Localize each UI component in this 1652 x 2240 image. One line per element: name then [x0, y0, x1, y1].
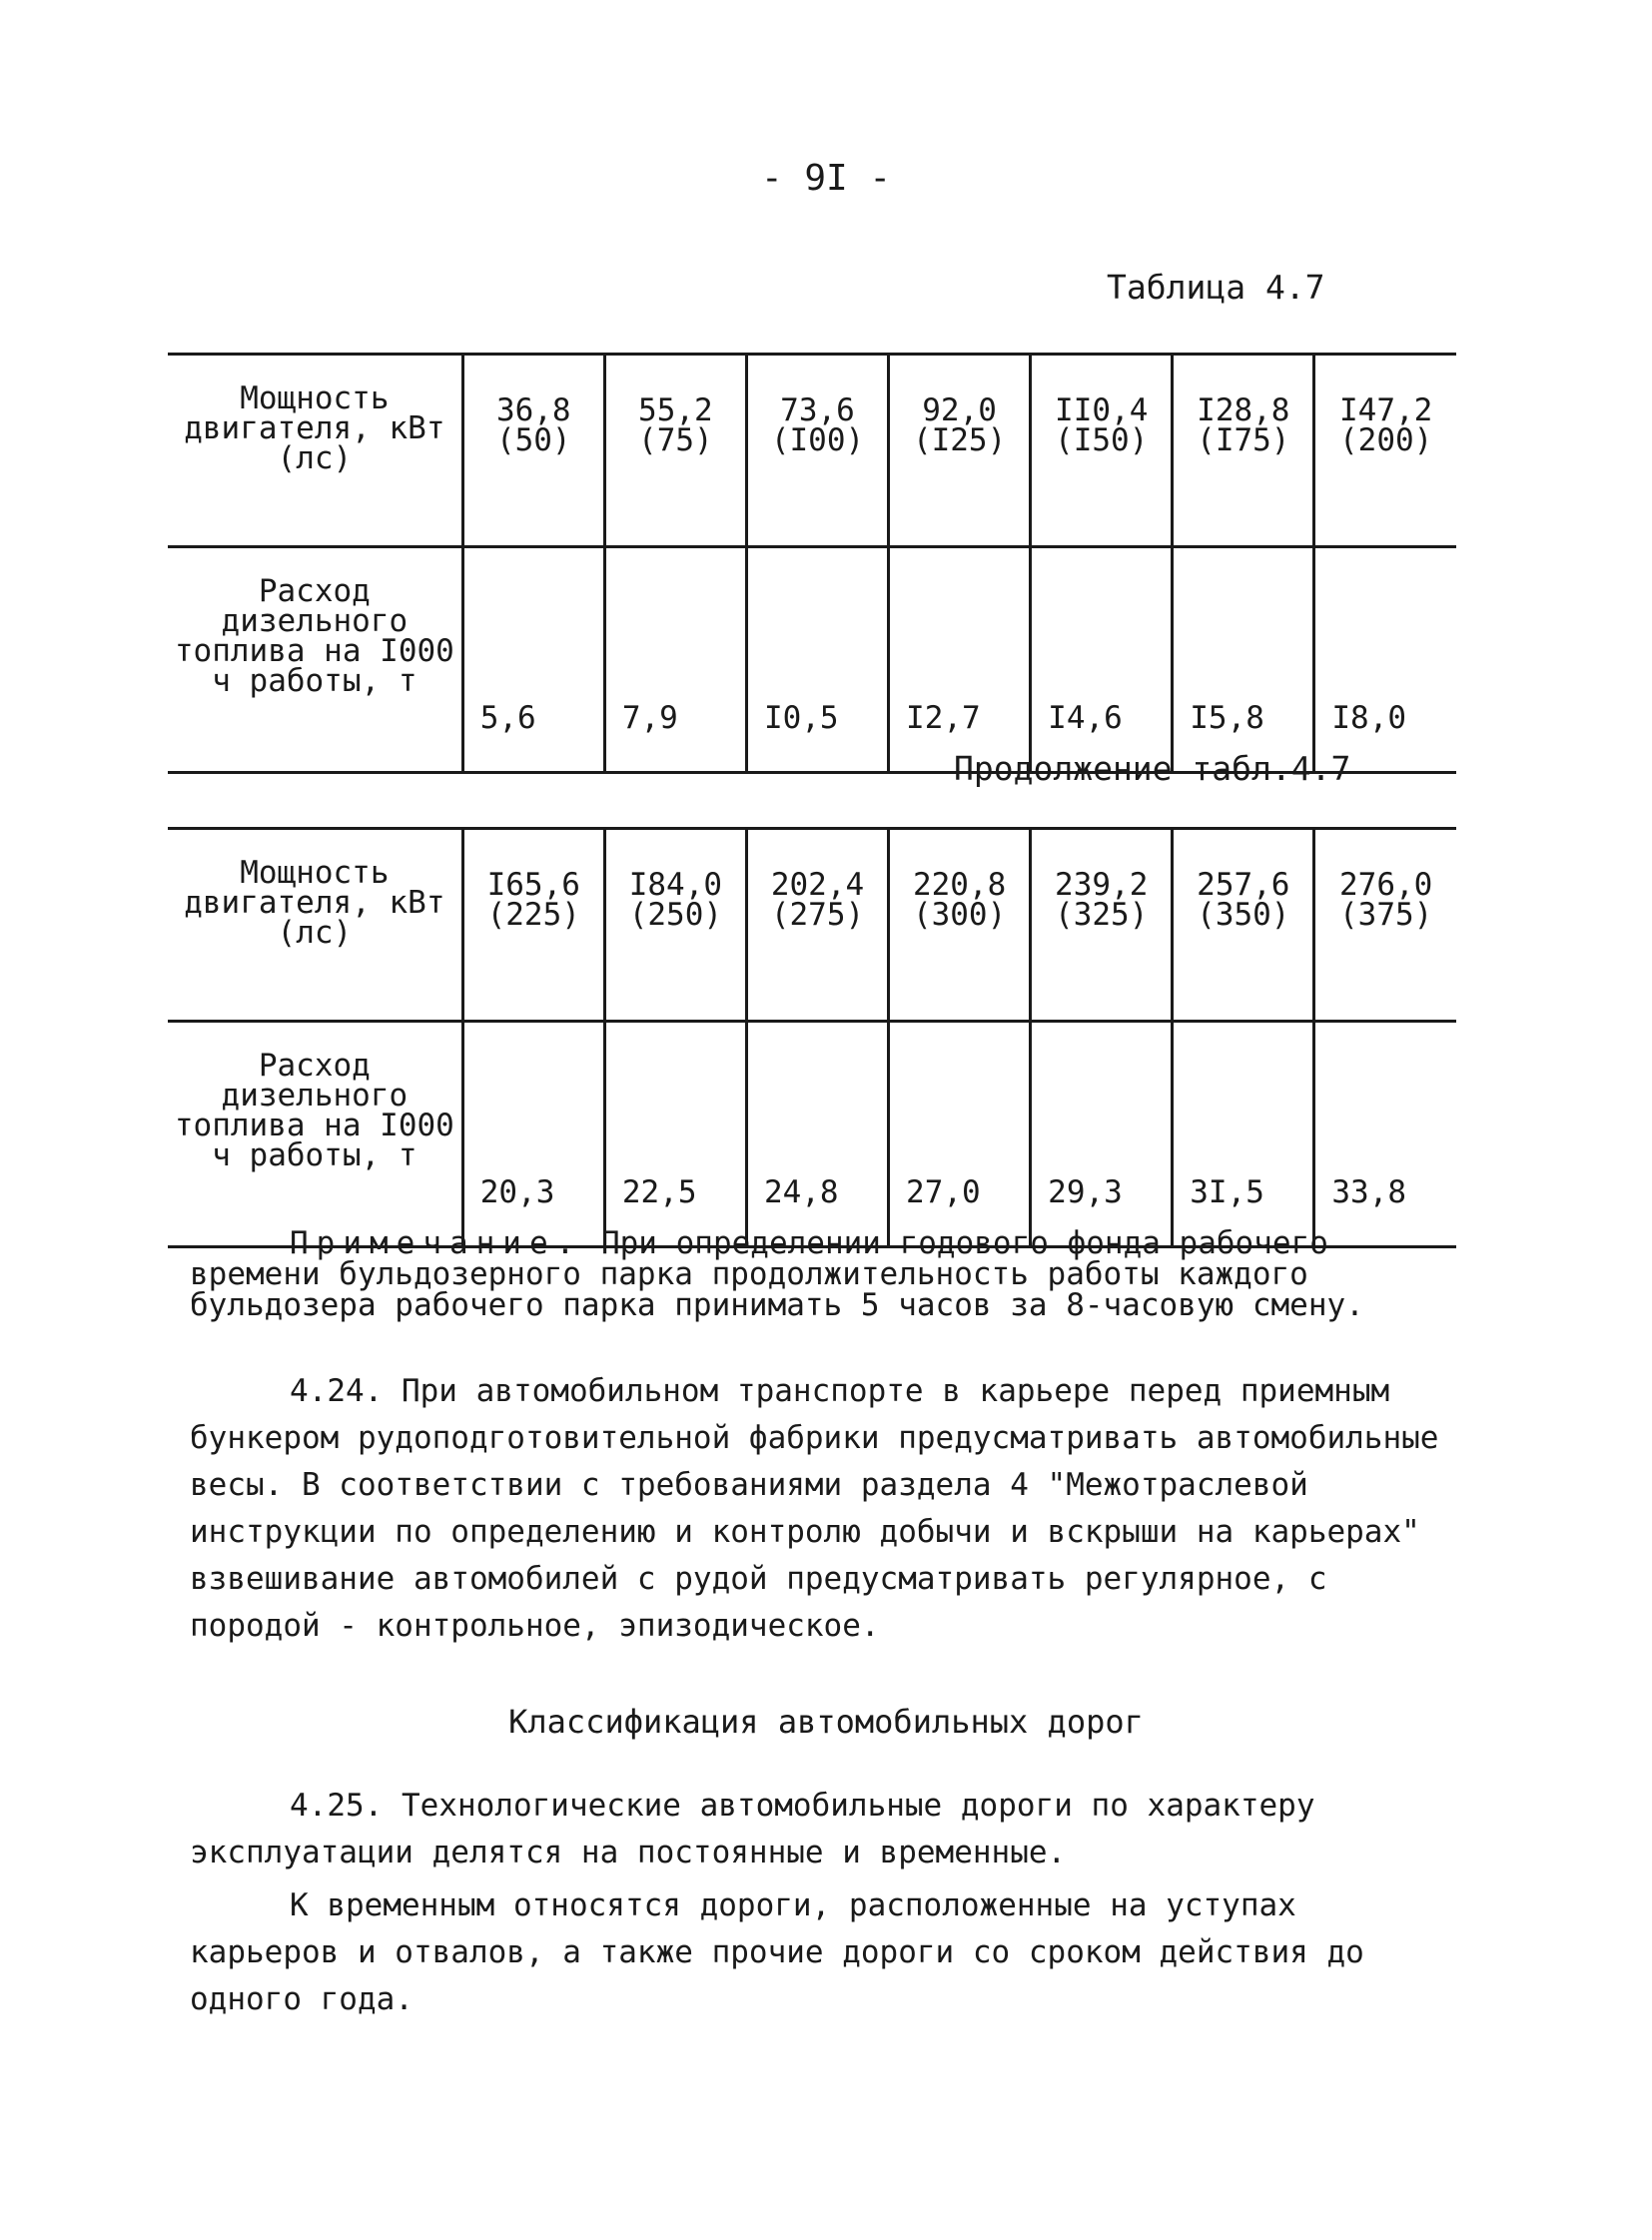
paragraph-temporary-roads: К временным относятся дороги, расположенные на уступах карьеров и отвалов, а также прочие дороги со сроком действия до одного года. — [190, 1887, 1364, 2017]
fuel-cell: 7,9 — [604, 547, 746, 773]
power-cell: 257,6 (350) — [1173, 829, 1314, 1022]
table-caption: Таблица 4.7 — [1107, 268, 1325, 307]
fuel-cell: I4,6 — [1031, 547, 1173, 773]
fuel-cell: I2,7 — [889, 547, 1031, 773]
fuel-cell: 5,6 — [462, 547, 604, 773]
power-cell: 239,2 (325) — [1031, 829, 1173, 1022]
fuel-cell: I5,8 — [1173, 547, 1314, 773]
fuel-cell: 3I,5 — [1173, 1022, 1314, 1247]
table-row-power — [168, 355, 1456, 547]
power-cell: 73,6 (I00) — [746, 355, 888, 547]
fuel-cell: 29,3 — [1031, 1022, 1173, 1247]
row-label-fuel: Расход дизельного топлива на I000 ч работы, т — [168, 1022, 462, 1247]
fuel-cell: I0,5 — [746, 547, 888, 773]
page-number: - 9I - — [760, 158, 892, 199]
power-cell: I28,8 (I75) — [1173, 355, 1314, 547]
section-heading: Классификация автомобильных дорог — [508, 1703, 1144, 1741]
paragraph-4-25: 4.25. Технологические автомобильные дороги по характеру эксплуатации делятся на постоянные и временные. — [190, 1788, 1315, 1870]
power-cell: 55,2 (75) — [604, 355, 746, 547]
table-continuation-caption: Продолжение табл.4.7 — [954, 749, 1351, 788]
power-cell: II0,4 (I50) — [1031, 355, 1173, 547]
table-row-fuel — [168, 1022, 1456, 1247]
power-cell: 36,8 (50) — [462, 355, 604, 547]
fuel-cell: 24,8 — [746, 1022, 888, 1247]
fuel-cell: 27,0 — [889, 1022, 1031, 1247]
note-text: При определении годового фонда рабочего времени бульдозерного парка продолжительность работы каждого бульдозера рабочего парка принимать 5 часов за 8-часовую смену. — [190, 1225, 1364, 1323]
note-prefix: Примечание. — [290, 1225, 583, 1261]
power-cell: 276,0 (375) — [1314, 829, 1456, 1022]
fuel-cell: I8,0 — [1314, 547, 1456, 773]
power-cell: 92,0 (I25) — [889, 355, 1031, 547]
fuel-cell: 22,5 — [604, 1022, 746, 1247]
table-row-fuel — [168, 547, 1456, 773]
power-cell: I84,0 (250) — [604, 829, 746, 1022]
table-row-power — [168, 829, 1456, 1022]
power-cell: 220,8 (300) — [889, 829, 1031, 1022]
fuel-consumption-table-continued — [168, 827, 1456, 1248]
power-cell: I47,2 (200) — [1314, 355, 1456, 547]
power-cell: 202,4 (275) — [746, 829, 888, 1022]
paragraph-4-24: 4.24. При автомобильном транспорте в карьере перед приемным бункером рудоподготовительной фабрики предусматривать автомобильные весы. В соответствии с требованиями раздела 4 "Межотраслевой инструкции по определению и контролю добычи и вскрыши на карьерах" взвешивание автомобилей с рудой предусматривать регулярное, с породой - контрольное, эпизодическое. — [190, 1373, 1439, 1644]
row-label-fuel: Расход дизельного топлива на I000 ч работы, т — [168, 547, 462, 773]
row-label-power: Мощность двигателя, кВт (лс) — [184, 380, 445, 476]
table-note — [190, 1225, 1453, 1323]
fuel-consumption-table — [168, 353, 1456, 774]
row-label-power: Мощность двигателя, кВт (лс) — [184, 855, 445, 951]
power-cell: I65,6 (225) — [462, 829, 604, 1022]
fuel-cell: 20,3 — [462, 1022, 604, 1247]
fuel-cell: 33,8 — [1314, 1022, 1456, 1247]
